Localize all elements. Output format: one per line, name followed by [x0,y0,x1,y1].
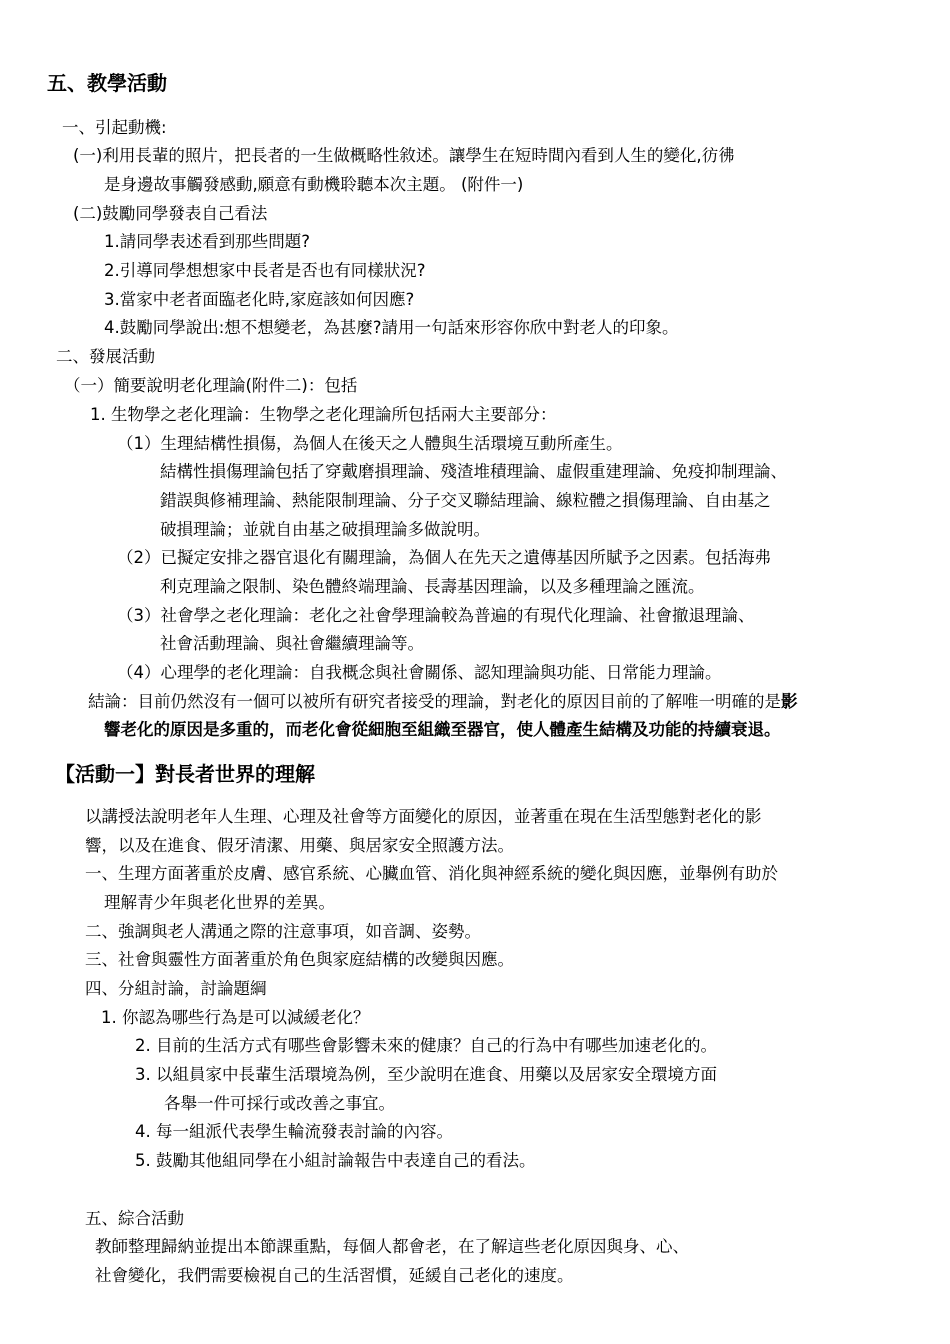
activity1-point4: 四、分組討論，討論題綱 [85,979,267,998]
activity1-intro-line1: 以講授法說明老年人生理、心理及社會等方面變化的原因，並著重在現在生活型態對老化的影 [85,807,762,826]
bio-theory-2-line2: 利克理論之限制、染色體終端理論、長壽基因理論，以及多種理論之匯流。 [160,577,705,596]
bio-theory-2-line1: （2）已擬定安排之器官退化有關理論，為個人在先天之遺傳基因所賦予之因素。包括海弗 [117,548,771,567]
motivation-question-2: 2.引導同學想想家中長者是否也有同樣狀況? [104,261,426,280]
discussion-item-4: 4. 每一組派代表學生輪流發表討論的內容。 [135,1122,453,1141]
conclusion-emphasis-start: 影 [781,692,798,711]
discussion-item-2: 2. 目前的生活方式有哪些會影響未來的健康？自己的行為中有哪些加速老化的。 [135,1036,717,1055]
bio-theory-heading: 1. 生物學之老化理論：生物學之老化理論所包括兩大主要部分： [90,405,557,424]
bio-theory-1-line4: 破損理論；並就自由基之破損理論多做說明。 [160,520,490,539]
summary-line2: 社會變化，我們需要檢視自己的生活習慣，延緩自己老化的速度。 [95,1266,574,1285]
activity1-point3: 三、社會與靈性方面著重於角色與家庭結構的改變與因應。 [85,950,514,969]
development-heading: 二、發展活動 [56,347,155,366]
activity1-title: 【活動一】對長者世界的理解 [55,762,315,786]
summary-heading: 五、綜合活動 [85,1209,184,1228]
conclusion-line1 [88,694,798,711]
activity1-point2: 二、強調與老人溝通之際的注意事項，如音調、姿勢。 [85,922,481,941]
discussion-item-3-line2: 各舉一件可採行或改善之事宜。 [164,1094,395,1113]
activity1-intro-line2: 響，以及在進食、假牙清潔、用藥、與居家安全照護方法。 [85,836,514,855]
social-theory-line1: （3）社會學之老化理論：老化之社會學理論較為普遍的有現代化理論、社會撤退理論、 [117,606,755,625]
bio-theory-1-line2: 結構性損傷理論包括了穿戴磨損理論、殘渣堆積理論、虛假重建理論、免疫抑制理論、 [160,462,787,481]
development-sub-heading: （一）簡要說明老化理論(附件二)：包括 [64,376,358,395]
bio-theory-1-line3: 錯誤與修補理論、熱能限制理論、分子交叉聯結理論、線粒體之損傷理論、自由基之 [160,491,771,510]
discussion-item-1: 1. 你認為哪些行為是可以減緩老化？ [101,1008,370,1027]
social-theory-line2: 社會活動理論、與社會繼續理論等。 [160,634,424,653]
discussion-item-5: 5. 鼓勵其他組同學在小組討論報告中表達自己的看法。 [135,1151,536,1170]
motivation-item1-line1: (一)利用長輩的照片，把長者的一生做概略性敘述。讓學生在短時間內看到人生的變化,彷彿 [73,146,735,165]
motivation-question-4: 4.鼓勵同學說出:想不想變老，為甚麼?請用一句話來形容你欣中對老人的印象。 [104,318,679,337]
psych-theory-line1: （4）心理學的老化理論：自我概念與社會關係、認知理論與功能、日常能力理論。 [117,663,722,682]
activity1-point1-line2: 理解青少年與老化世界的差異。 [104,893,335,912]
motivation-question-3: 3.當家中老者面臨老化時,家庭該如何因應? [104,290,415,309]
section-title: 五、教學活動 [47,71,167,95]
activity1-point1-line1: 一、生理方面著重於皮膚、感官系統、心臟血管、消化與神經系統的變化與因應，並舉例有助於 [85,864,778,883]
summary-line1: 教師整理歸納並提出本節課重點，每個人都會老，在了解這些老化原因與身、心、 [95,1237,689,1256]
motivation-item2-heading: (二)鼓勵同學發表自己看法 [73,204,268,223]
discussion-item-3-line1: 3. 以組員家中長輩生活環境為例，至少說明在進食、用藥以及居家安全環境方面 [135,1065,717,1084]
conclusion-line2: 響老化的原因是多重的，而老化會從細胞至組織至器官，使人體產生結構及功能的持續衰退。 [104,720,781,739]
motivation-item1-line2: 是身邊故事觸發感動,願意有動機聆聽本次主題。 (附件一) [104,175,524,194]
bio-theory-1-line1: （1）生理結構性損傷，為個人在後天之人體與生活環境互動所產生。 [117,434,623,453]
conclusion-text: 結論：目前仍然沒有一個可以被所有研究者接受的理論，對老化的原因目前的了解唯一明確的是 [88,692,781,711]
motivation-question-1: 1.請同學表述看到那些問題? [104,232,311,251]
motivation-heading: 一、引起動機: [62,118,167,137]
